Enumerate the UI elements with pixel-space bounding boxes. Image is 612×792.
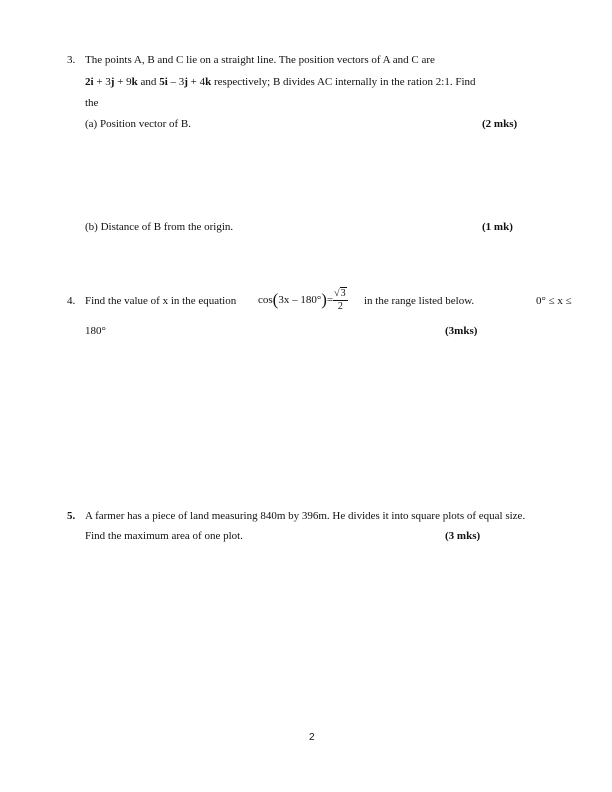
q4-marks: (3mks) bbox=[445, 325, 478, 337]
vector-c: 5i – 3j + 4k bbox=[159, 76, 212, 88]
q4-tail: in the range listed below. bbox=[364, 295, 475, 307]
q4-lead: Find the value of x in the equation bbox=[85, 295, 237, 307]
q5-line2: Find the maximum area of one plot. bbox=[85, 530, 243, 542]
q3-line2: 2i + 3j + 9k and 5i – 3j + 4k respectively; B divides AC internally in the ration 2:1. Find bbox=[85, 76, 476, 88]
q3b-marks: (1 mk) bbox=[482, 221, 513, 233]
fraction-sqrt3-over-2: $\frac{√3}{2}$ bbox=[334, 287, 346, 312]
q3a-marks: (2 mks) bbox=[482, 118, 518, 130]
q4-range-end: 180° bbox=[85, 325, 106, 337]
q3b-text: (b) Distance of B from the origin. bbox=[85, 221, 234, 233]
q4-equation: cos ( 3x – 180° ) = $\frac{√3}{2}$ bbox=[258, 287, 346, 312]
q3-line1: The points A, B and C lie on a straight line. The position vectors of A and C are bbox=[85, 54, 435, 66]
q4-range-start: 0° ≤ x ≤ bbox=[536, 295, 572, 307]
page-number: 2 bbox=[309, 732, 315, 743]
q3-line3: the bbox=[85, 97, 99, 109]
vector-a: 2i + 3j + 9k bbox=[85, 76, 138, 88]
q5-marks: (3 mks) bbox=[445, 530, 481, 542]
q5-number: 5. bbox=[67, 510, 76, 522]
q3a-text: (a) Position vector of B. bbox=[85, 118, 192, 130]
q4-number: 4. bbox=[67, 295, 76, 307]
q3-number: 3. bbox=[67, 54, 76, 66]
q5-line1: A farmer has a piece of land measuring 840m by 396m. He divides it into square plots of equal size. bbox=[85, 510, 526, 522]
